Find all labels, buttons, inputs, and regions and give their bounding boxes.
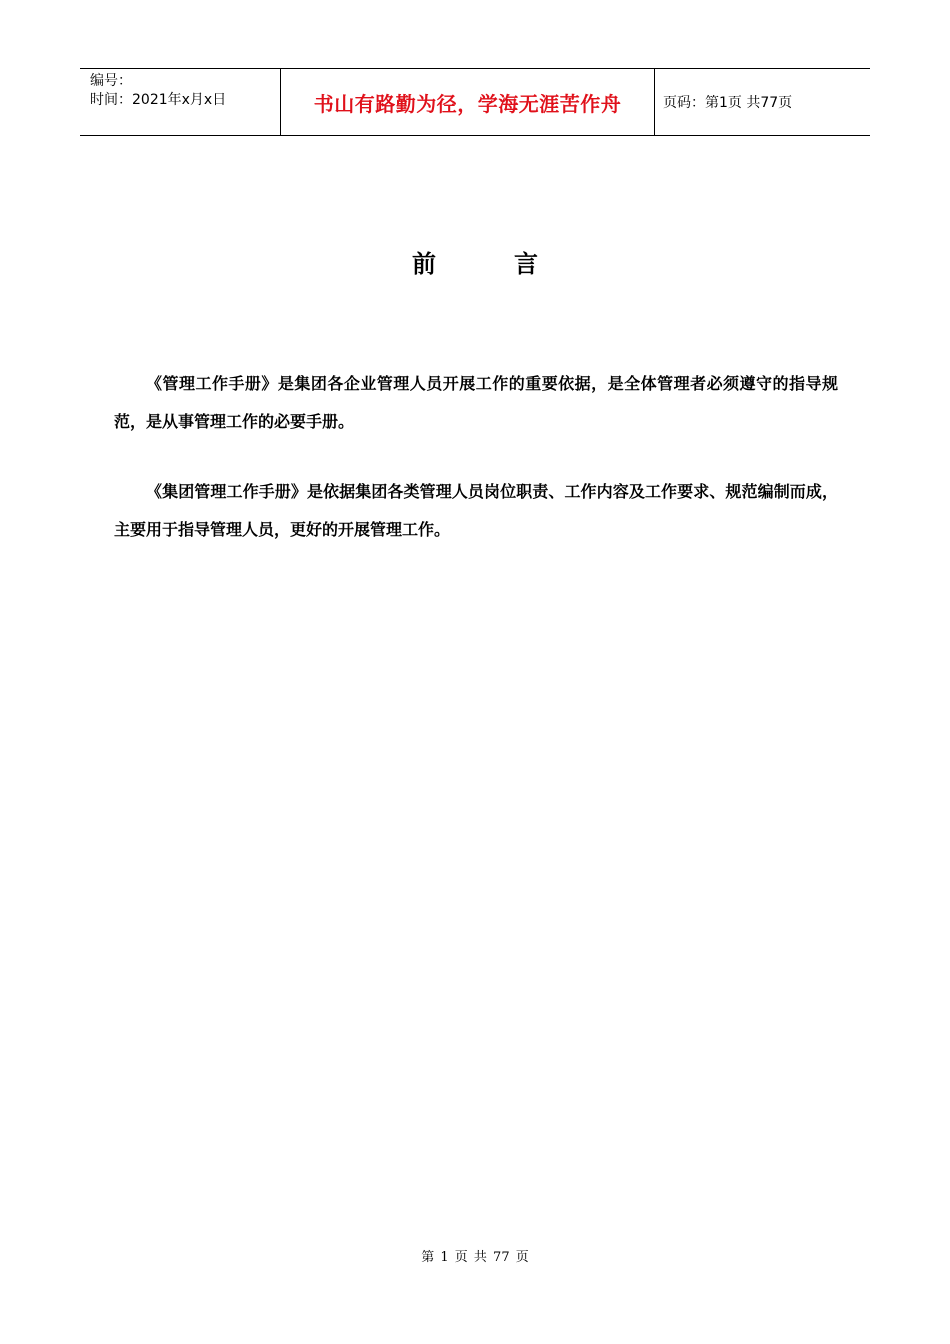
header-table xyxy=(80,68,870,136)
time-label: 时间：2021年x月x日 xyxy=(90,92,227,108)
page-footer: 第 1 页 共 77 页 xyxy=(421,1250,529,1265)
header-motto-cell xyxy=(281,69,655,135)
serial-number-label: 编号： xyxy=(90,73,132,89)
paragraph-1: 《管理工作手册》是集团各企业管理人员开展工作的重要依据，是全体管理者必须遵守的指导规范，是从事管理工作的必要手册。 xyxy=(114,374,838,431)
page-info: 页码：第1页 共77页 xyxy=(663,95,793,111)
paragraph-2: 《集团管理工作手册》是依据集团各类管理人员岗位职责、工作内容及工作要求、规范编制而成，主要用于指导管理人员，更好的开展管理工作。 xyxy=(114,482,838,539)
header-page-cell xyxy=(655,69,870,135)
motto-text: 书山有路勤为径，学海无涯苦作舟 xyxy=(313,91,622,116)
header-meta-cell xyxy=(80,69,281,135)
page-title: 前言 xyxy=(412,250,616,278)
